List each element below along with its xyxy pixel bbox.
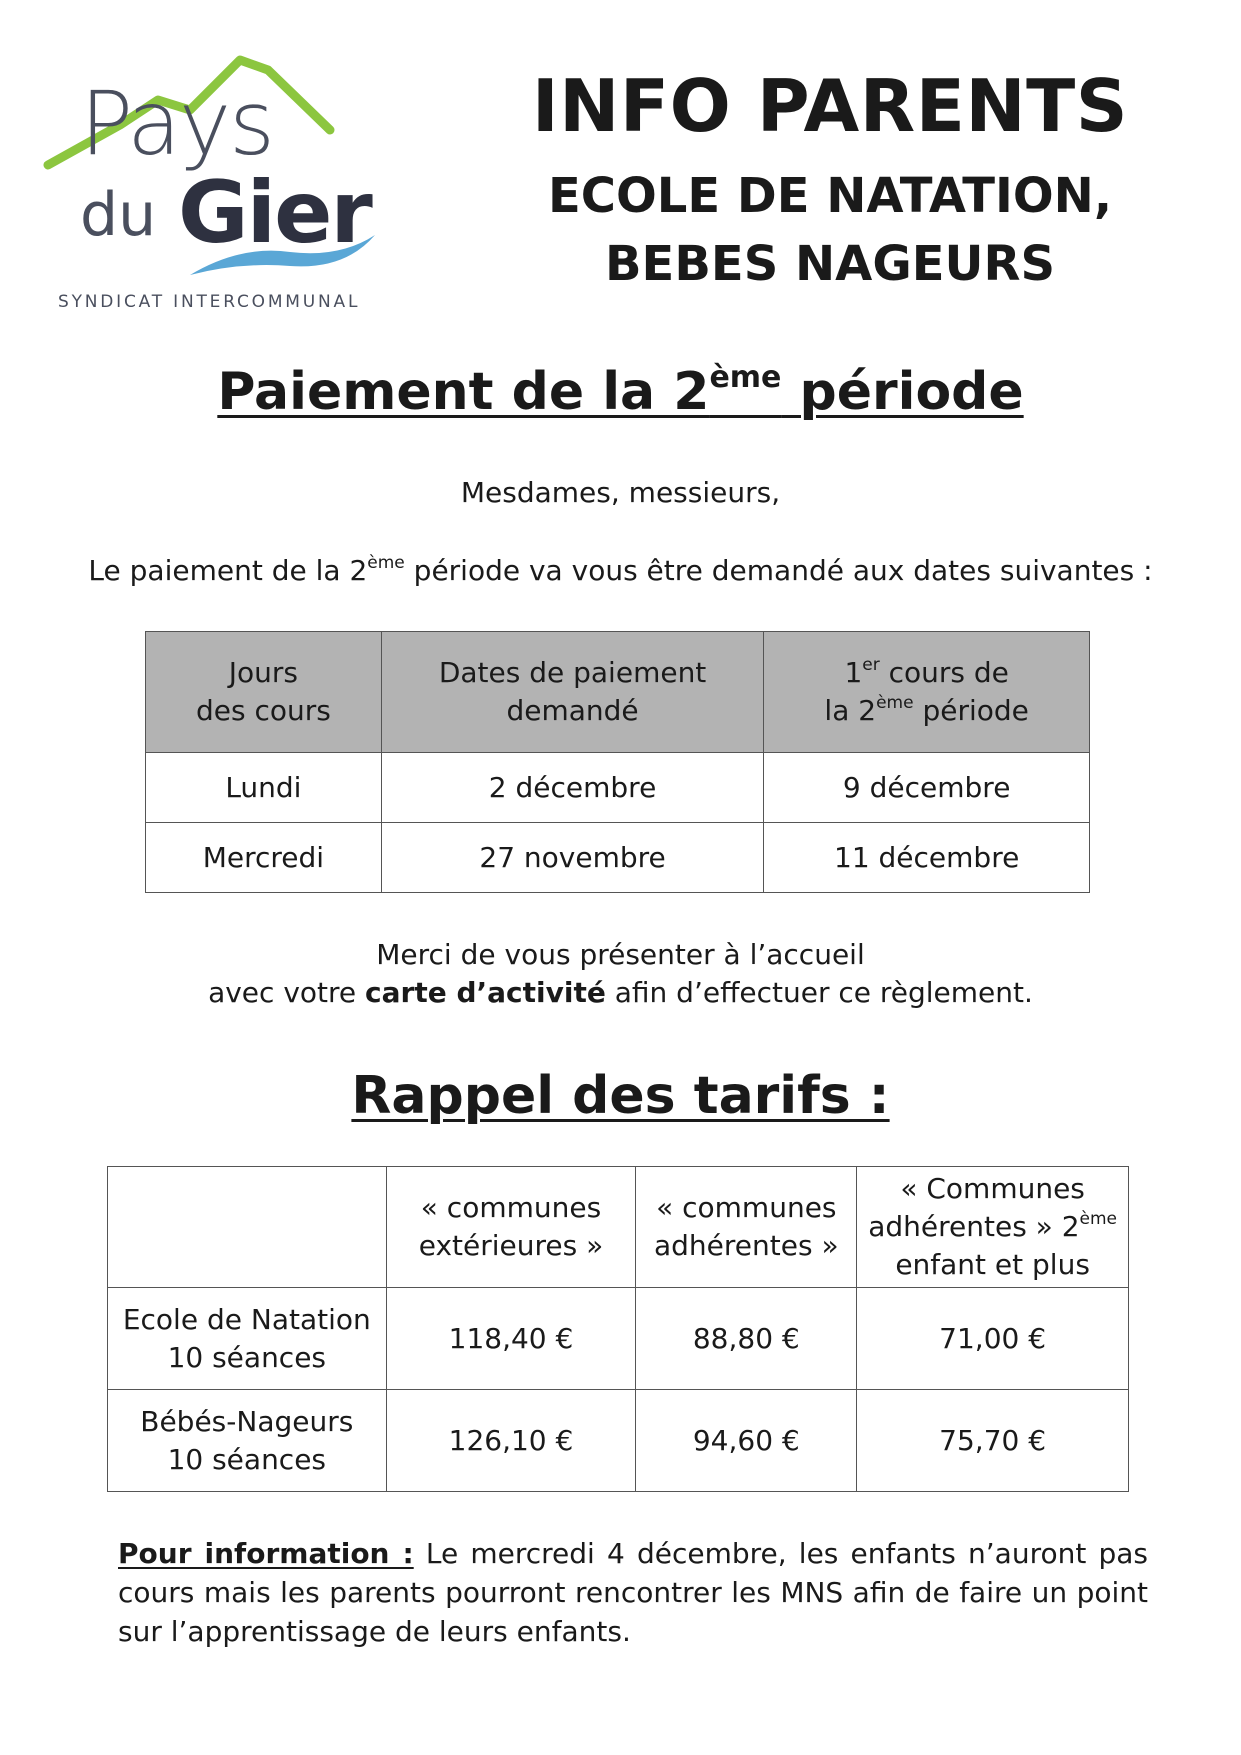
logo-text-pays: Pays	[80, 72, 273, 175]
cell-payment-date: 2 décembre	[381, 753, 764, 823]
header-cell-empty	[108, 1167, 387, 1288]
header-cell-payment-dates: Dates de paiement demandé	[381, 632, 764, 753]
intro-text: Le paiement de la 2ème période va vous être demandé aux dates suivantes :	[88, 553, 1153, 587]
pays-du-gier-logo	[40, 30, 380, 320]
table-header-row	[146, 632, 1090, 753]
cell-price-member-second: 75,70 €	[857, 1390, 1129, 1492]
cell-activity: Bébés-Nageurs 10 séances	[108, 1390, 387, 1492]
cell-day: Mercredi	[146, 823, 382, 893]
page-subtitle-2: BEBES NAGEURS	[604, 236, 1056, 292]
page-subtitle-1: ECOLE DE NATATION,	[547, 168, 1113, 224]
logo-subtitle: SYNDICAT INTERCOMMUNAL	[58, 292, 361, 312]
table-header-row	[108, 1167, 1129, 1288]
cell-activity: Ecole de Natation 10 séances	[108, 1288, 387, 1390]
logo-text-du: du	[80, 180, 157, 250]
notice-text: Merci de vous présenter à l’accueil avec votre carte d’activité afin d’effectuer ce règlement.	[208, 938, 1033, 1009]
cell-price-member: 94,60 €	[636, 1390, 857, 1492]
table-row	[146, 823, 1090, 893]
schedule-table	[145, 631, 1090, 893]
header-cell-exterior: « communes extérieures »	[386, 1167, 636, 1288]
logo-text-gier: Gier	[178, 163, 371, 263]
header-cell-member-second-child: « Communes adhérentes » 2ème enfant et plus	[857, 1167, 1129, 1288]
header-cell-days: Jours des cours	[146, 632, 382, 753]
section-title-payment	[0, 360, 1241, 422]
greeting: Mesdames, messieurs,	[460, 476, 781, 509]
section-title-payment-text: Paiement de la 2ème période	[217, 360, 1024, 422]
cell-first-course: 11 décembre	[764, 823, 1090, 893]
tarifs-table	[107, 1166, 1129, 1492]
info-paragraph	[118, 1534, 1148, 1651]
cell-payment-date: 27 novembre	[381, 823, 764, 893]
info-text: Le mercredi 4 décembre, les enfants n’auront pas cours mais les parents pourront rencontrer les MNS afin de faire un point sur l’apprentissage de leurs enfants.	[118, 1537, 1148, 1648]
cell-price-member-second: 71,00 €	[857, 1288, 1129, 1390]
table-row	[146, 753, 1090, 823]
table-row	[108, 1288, 1129, 1390]
section-title-tarifs: Rappel des tarifs :	[351, 1066, 890, 1126]
cell-price-member: 88,80 €	[636, 1288, 857, 1390]
cell-first-course: 9 décembre	[764, 753, 1090, 823]
table-row	[108, 1390, 1129, 1492]
header-cell-first-course: 1er cours de la 2ème période	[764, 632, 1090, 753]
cell-price-exterior: 126,10 €	[386, 1390, 636, 1492]
header-cell-member: « communes adhérentes »	[636, 1167, 857, 1288]
cell-day: Lundi	[146, 753, 382, 823]
cell-price-exterior: 118,40 €	[386, 1288, 636, 1390]
notice-bold: carte d’activité	[365, 976, 606, 1009]
info-lead: Pour information :	[118, 1537, 414, 1570]
page-title: INFO PARENTS	[531, 64, 1129, 148]
